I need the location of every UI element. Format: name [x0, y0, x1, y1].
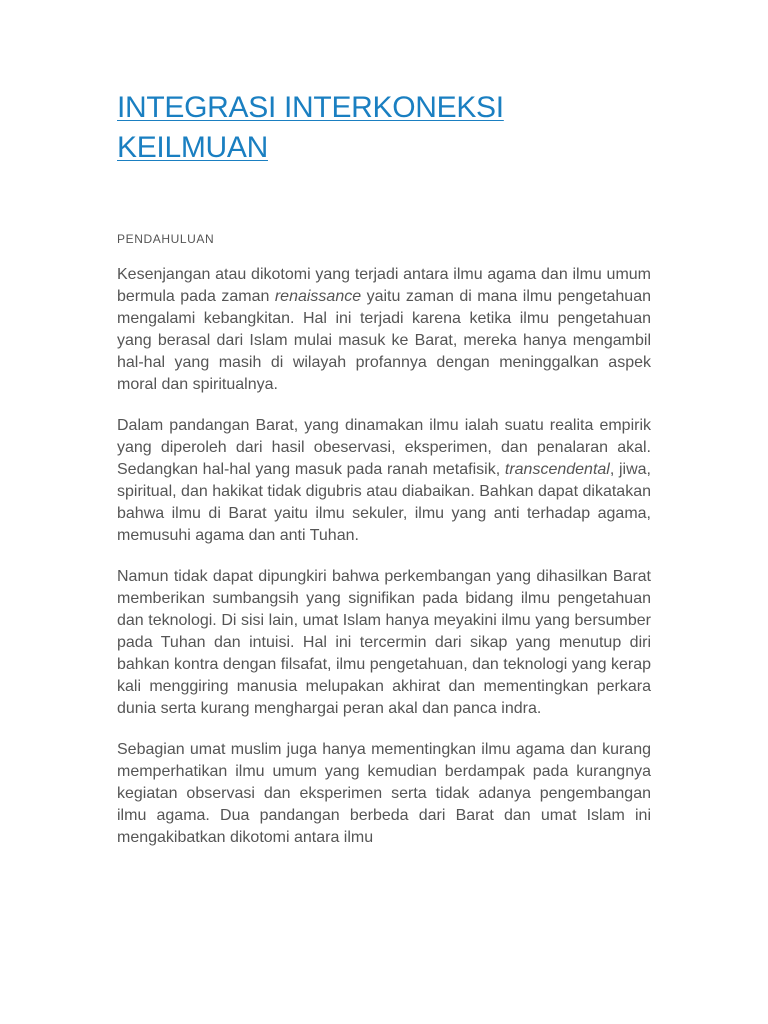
paragraph-4-text: Sebagian umat muslim juga hanya mementingkan ilmu agama dan kurang memperhatikan ilmu umum yang kemudian berdampak pada kurangnya kegiatan observasi dan eksperimen serta tidak adanya pengembangan ilmu agama. Dua pandangan berbeda dari Barat dan umat Islam ini mengakibatkan dikotomi antara ilmu [117, 741, 651, 846]
paragraph-3 [117, 566, 651, 720]
paragraph-1 [117, 264, 651, 396]
paragraph-2 [117, 415, 651, 547]
paragraph-2-text-b: , jiwa, spiritual, dan hakikat tidak digubris atau diabaikan. Bahkan dapat dikatakan bahwa ilmu di Barat yaitu ilmu sekuler, ilmu yang anti terhadap agama, memusuhi agama dan anti Tuhan. [117, 461, 652, 544]
paragraph-1-text-b: yaitu zaman di mana ilmu pengetahuan mengalami kebangkitan. Hal ini terjadi karena ketika ilmu pengetahuan yang berasal dari Islam mulai masuk ke Barat, mereka hanya mengambil hal-hal yang masih di wilayah profannya dengan meninggalkan aspek moral dan spiritualnya. [117, 288, 652, 393]
paragraph-3-text: Namun tidak dapat dipungkiri bahwa perkembangan yang dihasilkan Barat memberikan sumbangsih yang signifikan pada bidang ilmu pengetahuan dan teknologi. Di sisi lain, umat Islam hanya meyakini ilmu yang bersumber pada Tuhan dan intuisi. Hal ini tercermin dari sikap yang menutup diri bahkan kontra dengan filsafat, ilmu pengetahuan, dan teknologi yang kerap kali menggiring manusia melupakan akhirat dan mementingkan perkara dunia serta kurang menghargai peran akal dan panca indra. [117, 568, 651, 717]
section-heading: PENDAHULUAN [117, 232, 215, 246]
paragraph-2-emphasis: transcendental [504, 461, 610, 478]
document-page [117, 88, 651, 849]
paragraph-4 [117, 739, 651, 849]
paragraph-1-emphasis: renaissance [274, 288, 362, 305]
document-title[interactable]: INTEGRASI INTERKONEKSI KEILMUAN [117, 91, 504, 164]
paragraph-2-text-a: Dalam pandangan Barat, yang dinamakan ilmu ialah suatu realita empirik yang diperoleh dari hasil obeservasi, eksperimen, dan penalaran akal. Sedangkan hal-hal yang masuk pada ranah metafisik, [117, 417, 651, 478]
paragraph-1-text-a: Kesenjangan atau dikotomi yang terjadi antara ilmu agama dan ilmu umum bermula pada zaman [117, 266, 651, 305]
